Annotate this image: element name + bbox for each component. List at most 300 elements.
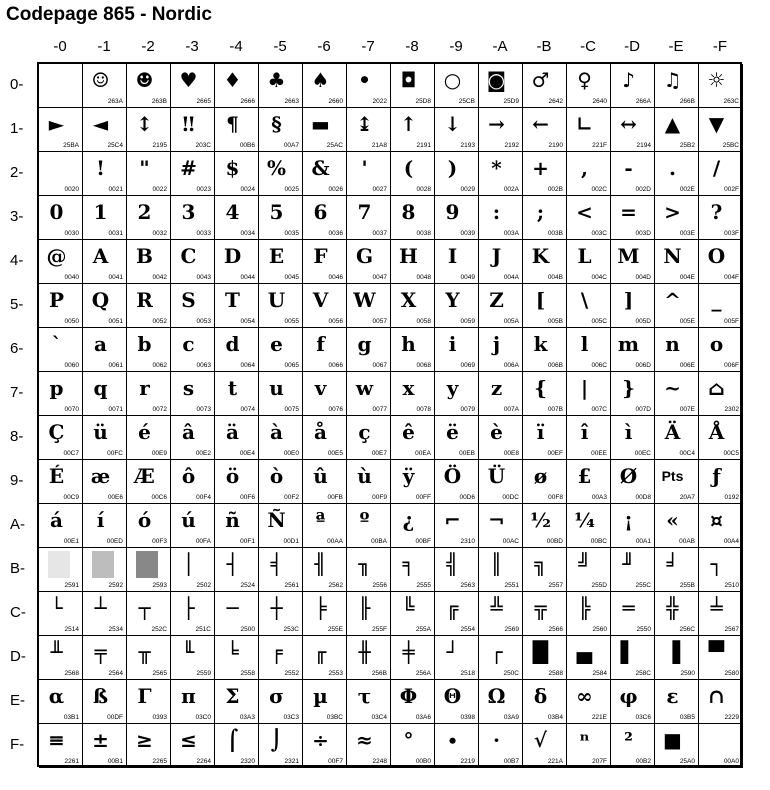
unicode-label: 2510 [724, 582, 739, 589]
unicode-label: 03A3 [239, 714, 255, 721]
char-glyph: F [313, 244, 328, 268]
char-glyph: ↨ [356, 112, 373, 136]
unicode-label: 0058 [416, 318, 431, 325]
unicode-label: 00D6 [459, 494, 475, 501]
char-glyph: ╩ [490, 596, 503, 620]
char-glyph: ∙ [447, 728, 458, 752]
char-cell [611, 592, 655, 636]
char-cell [171, 416, 215, 460]
char-glyph: ñ [225, 508, 240, 532]
char-cell [215, 196, 259, 240]
char-cell [655, 372, 699, 416]
char-glyph: ♀ [577, 68, 592, 92]
unicode-label: 2265 [152, 758, 167, 765]
char-cell [259, 284, 303, 328]
unicode-label: 221E [591, 714, 607, 721]
char-glyph: ├ [182, 596, 195, 620]
column-header: -4 [229, 38, 243, 55]
char-glyph: S [181, 288, 196, 312]
unicode-label: 003F [724, 230, 739, 237]
unicode-label: 00D1 [283, 538, 299, 545]
unicode-label: 002F [724, 186, 739, 193]
char-glyph: Ñ [267, 508, 286, 532]
unicode-label: 0050 [64, 318, 79, 325]
char-glyph: & [311, 156, 330, 180]
char-cell [523, 416, 567, 460]
char-cell [611, 240, 655, 284]
unicode-label: 0042 [152, 274, 167, 281]
unicode-label: 266B [679, 98, 695, 105]
char-cell [391, 372, 435, 416]
char-cell [83, 372, 127, 416]
unicode-label: 2567 [724, 626, 739, 633]
char-glyph: _ [711, 288, 722, 312]
unicode-label: 0049 [460, 274, 475, 281]
unicode-label: 005A [503, 318, 519, 325]
unicode-label: 00B6 [239, 142, 255, 149]
char-glyph: 4 [225, 200, 240, 224]
char-cell [523, 636, 567, 680]
unicode-label: 005E [679, 318, 695, 325]
shade-block [92, 551, 114, 578]
char-cell [171, 724, 215, 768]
column-header: -D [624, 38, 640, 55]
char-cell [171, 284, 215, 328]
unicode-label: 0061 [108, 362, 123, 369]
char-glyph: ◙ [486, 68, 507, 92]
unicode-label: 00A0 [723, 758, 739, 765]
char-glyph: ╔ [446, 596, 459, 620]
unicode-label: 00EE [591, 450, 607, 457]
char-glyph: . [669, 156, 676, 180]
char-glyph: └ [50, 596, 63, 620]
char-cell [171, 64, 215, 108]
char-cell [171, 636, 215, 680]
char-glyph: á [50, 508, 63, 532]
char-cell [127, 636, 171, 680]
char-cell [347, 328, 391, 372]
char-glyph: ⌐ [444, 508, 461, 532]
unicode-label: 25D9 [503, 98, 519, 105]
unicode-label: 00F2 [284, 494, 299, 501]
char-glyph: ( [403, 156, 414, 180]
char-glyph: ╗ [534, 552, 547, 576]
char-cell [655, 240, 699, 284]
unicode-label: 006F [724, 362, 739, 369]
unicode-label: 004E [679, 274, 695, 281]
char-cell [611, 416, 655, 460]
char-cell [611, 284, 655, 328]
unicode-label: 2192 [504, 142, 519, 149]
unicode-label: 007E [679, 406, 695, 413]
char-glyph: ╪ [402, 640, 415, 664]
char-glyph: ♦ [223, 68, 242, 92]
char-glyph: ┘ [446, 640, 459, 664]
column-header: -2 [141, 38, 155, 55]
char-glyph: - [624, 156, 633, 180]
char-cell [479, 416, 523, 460]
char-cell [347, 680, 391, 724]
unicode-label: 0037 [372, 230, 387, 237]
char-cell [523, 152, 567, 196]
unicode-label: 2660 [328, 98, 343, 105]
row-header: 5- [10, 296, 24, 313]
char-cell [303, 284, 347, 328]
char-glyph: ¿ [402, 508, 415, 532]
unicode-label: 0393 [152, 714, 167, 721]
char-cell [655, 548, 699, 592]
unicode-label: 2559 [196, 670, 211, 677]
char-cell [127, 196, 171, 240]
char-cell [699, 284, 743, 328]
unicode-label: 258C [635, 670, 651, 677]
unicode-label: 2588 [548, 670, 563, 677]
unicode-label: 0070 [64, 406, 79, 413]
unicode-label: 0027 [372, 186, 387, 193]
char-glyph: : [492, 200, 501, 224]
char-glyph: { [534, 376, 547, 400]
char-cell [303, 152, 347, 196]
char-cell [259, 636, 303, 680]
unicode-label: 0076 [328, 406, 343, 413]
unicode-label: 2261 [64, 758, 79, 765]
shade-block [48, 551, 70, 578]
unicode-label: 2569 [504, 626, 519, 633]
char-cell [215, 328, 259, 372]
unicode-label: 00E5 [327, 450, 343, 457]
unicode-label: 266A [635, 98, 651, 105]
char-glyph: , [581, 156, 588, 180]
unicode-label: 007D [635, 406, 651, 413]
char-glyph: ┼ [270, 596, 283, 620]
char-cell [127, 680, 171, 724]
char-cell [435, 372, 479, 416]
unicode-label: 2584 [592, 670, 607, 677]
char-cell [435, 196, 479, 240]
char-glyph: Pts [661, 468, 684, 484]
char-glyph: 7 [357, 200, 372, 224]
char-cell [347, 152, 391, 196]
unicode-label: 00DF [107, 714, 123, 721]
char-glyph: ; [536, 200, 545, 224]
char-cell [259, 724, 303, 768]
char-glyph: ┴ [94, 596, 107, 620]
unicode-label: 256B [371, 670, 387, 677]
char-cell [655, 196, 699, 240]
unicode-label: 006D [635, 362, 651, 369]
unicode-label: 2022 [372, 98, 387, 105]
char-glyph: ▲ [664, 112, 681, 136]
unicode-label: 00F1 [240, 538, 255, 545]
char-cell [567, 64, 611, 108]
char-glyph: ù [357, 464, 372, 488]
char-glyph: ╘ [226, 640, 239, 664]
char-cell [171, 592, 215, 636]
column-header: -7 [361, 38, 375, 55]
unicode-label: 2321 [284, 758, 299, 765]
char-glyph: ┌ [490, 640, 503, 664]
unicode-label: 00F7 [328, 758, 343, 765]
char-glyph: % [266, 156, 286, 180]
unicode-label: 255F [372, 626, 387, 633]
unicode-label: 00DC [502, 494, 519, 501]
char-glyph: æ [90, 464, 111, 488]
char-cell [567, 196, 611, 240]
char-cell [479, 372, 523, 416]
unicode-label: 203C [195, 142, 211, 149]
unicode-label: 256A [415, 670, 431, 677]
char-cell [303, 416, 347, 460]
char-glyph: m [617, 332, 640, 356]
char-glyph: u [269, 376, 284, 400]
char-glyph: ⁿ [579, 728, 590, 752]
unicode-label: 03C0 [195, 714, 211, 721]
char-cell [127, 504, 171, 548]
char-glyph: " [139, 156, 150, 180]
char-cell [391, 152, 435, 196]
char-cell [39, 504, 83, 548]
char-glyph: x [402, 376, 415, 400]
char-cell [611, 724, 655, 768]
unicode-label: 25D8 [415, 98, 431, 105]
codepage-grid [37, 62, 742, 767]
char-glyph: [ [535, 288, 546, 312]
unicode-label: 003B [547, 230, 563, 237]
char-glyph: ◘ [400, 68, 417, 92]
char-glyph: à [270, 420, 283, 444]
char-cell [303, 64, 347, 108]
unicode-label: 00B1 [107, 758, 123, 765]
char-glyph: } [622, 376, 635, 400]
char-cell [259, 592, 303, 636]
unicode-label: 2565 [152, 670, 167, 677]
char-glyph: 8 [401, 200, 416, 224]
char-cell [391, 636, 435, 680]
char-cell [83, 592, 127, 636]
unicode-label: 0192 [724, 494, 739, 501]
char-glyph: ▐ [664, 640, 681, 664]
char-cell [127, 592, 171, 636]
unicode-label: 2320 [240, 758, 255, 765]
unicode-label: 25BC [722, 142, 739, 149]
unicode-label: 003D [635, 230, 651, 237]
char-glyph: * [491, 156, 502, 180]
unicode-label: 00C9 [63, 494, 79, 501]
unicode-label: 00C5 [723, 450, 739, 457]
char-glyph: ÷ [312, 728, 329, 752]
char-glyph: ¬ [488, 508, 505, 532]
unicode-label: 00E6 [107, 494, 123, 501]
char-glyph: ∟ [576, 112, 593, 136]
unicode-label: 0078 [416, 406, 431, 413]
char-glyph: ▌ [620, 640, 637, 664]
char-glyph: ° [403, 728, 414, 752]
unicode-label: 2518 [460, 670, 475, 677]
char-glyph: ≤ [180, 728, 197, 752]
char-glyph: ö [225, 464, 240, 488]
char-glyph: G [355, 244, 374, 268]
char-cell [127, 108, 171, 152]
unicode-label: 221A [547, 758, 563, 765]
char-cell [259, 680, 303, 724]
char-cell [523, 548, 567, 592]
char-cell [611, 108, 655, 152]
char-glyph: p [49, 376, 64, 400]
unicode-label: 2563 [460, 582, 475, 589]
char-glyph: ╤ [94, 640, 107, 664]
unicode-label: 255D [591, 582, 607, 589]
char-glyph: ╟ [358, 596, 371, 620]
char-cell [655, 592, 699, 636]
unicode-label: 253C [283, 626, 299, 633]
char-cell [391, 548, 435, 592]
unicode-label: 00AC [502, 538, 519, 545]
char-glyph: Ω [487, 684, 506, 708]
unicode-label: 255C [635, 582, 651, 589]
char-cell [435, 64, 479, 108]
unicode-label: 2194 [636, 142, 651, 149]
char-cell [347, 636, 391, 680]
column-header: -6 [317, 38, 331, 55]
char-cell [259, 64, 303, 108]
char-cell [303, 592, 347, 636]
char-cell [611, 372, 655, 416]
char-cell [435, 724, 479, 768]
char-glyph: # [180, 156, 197, 180]
char-glyph: ó [137, 508, 152, 532]
char-glyph: ê [402, 420, 415, 444]
char-glyph: A [92, 244, 109, 268]
row-headers [0, 63, 38, 768]
char-cell [611, 64, 655, 108]
unicode-label: 03C4 [371, 714, 387, 721]
char-glyph: ▬ [311, 112, 330, 136]
unicode-label: 006B [547, 362, 563, 369]
char-glyph: n [665, 332, 680, 356]
char-cell [215, 416, 259, 460]
char-glyph: ! [96, 156, 105, 180]
char-glyph: z [490, 376, 503, 400]
char-glyph: ♣ [267, 68, 286, 92]
char-cell [83, 108, 127, 152]
char-glyph: X [400, 288, 417, 312]
unicode-label: 2190 [548, 142, 563, 149]
char-glyph: B [136, 244, 153, 268]
char-cell [39, 592, 83, 636]
char-glyph: ╒ [270, 640, 283, 664]
char-glyph: ≡ [48, 728, 65, 752]
unicode-label: 0043 [196, 274, 211, 281]
char-cell [347, 284, 391, 328]
char-cell [479, 108, 523, 152]
char-cell [215, 504, 259, 548]
char-cell [303, 636, 347, 680]
unicode-label: 0034 [240, 230, 255, 237]
unicode-label: 0060 [64, 362, 79, 369]
char-cell [171, 460, 215, 504]
char-cell [435, 328, 479, 372]
page-title: Codepage 865 - Nordic [6, 4, 212, 25]
char-glyph: O [707, 244, 726, 268]
char-glyph: ε [666, 684, 679, 708]
char-cell [655, 108, 699, 152]
char-cell [83, 284, 127, 328]
char-glyph: ÿ [402, 464, 415, 488]
unicode-label: 263B [151, 98, 167, 105]
char-glyph: û [313, 464, 328, 488]
unicode-label: 0041 [108, 274, 123, 281]
row-header: E- [10, 692, 25, 709]
unicode-label: 0054 [240, 318, 255, 325]
char-glyph: δ [533, 684, 548, 708]
unicode-label: 0023 [196, 186, 211, 193]
unicode-label: 20A7 [679, 494, 695, 501]
char-cell [347, 548, 391, 592]
char-cell [171, 504, 215, 548]
char-cell [83, 724, 127, 768]
char-glyph: ╖ [358, 552, 371, 576]
unicode-label: 00BC [590, 538, 607, 545]
char-cell [479, 152, 523, 196]
char-cell [655, 460, 699, 504]
char-cell [567, 548, 611, 592]
char-glyph: τ [357, 684, 372, 708]
char-glyph: Θ [443, 684, 462, 708]
unicode-label: 00E9 [151, 450, 167, 457]
char-cell [215, 548, 259, 592]
unicode-label: 0064 [240, 362, 255, 369]
unicode-label: 00E1 [63, 538, 79, 545]
unicode-label: 0067 [372, 362, 387, 369]
char-cell [435, 636, 479, 680]
unicode-label: 0033 [196, 230, 211, 237]
char-cell [83, 152, 127, 196]
column-header: -9 [449, 38, 463, 55]
unicode-label: 2534 [108, 626, 123, 633]
char-glyph: k [533, 332, 548, 356]
char-cell [391, 724, 435, 768]
char-cell [435, 108, 479, 152]
unicode-label: 263C [723, 98, 739, 105]
column-header: -F [712, 38, 728, 55]
unicode-label: 0021 [108, 186, 123, 193]
unicode-label: 2562 [328, 582, 343, 589]
char-glyph: Σ [225, 684, 240, 708]
char-cell [523, 680, 567, 724]
unicode-label: 0039 [460, 230, 475, 237]
char-cell [83, 240, 127, 284]
char-cell [479, 460, 523, 504]
char-glyph: ï [536, 420, 545, 444]
char-cell [83, 328, 127, 372]
unicode-label: 004D [635, 274, 651, 281]
char-cell [259, 460, 303, 504]
unicode-label: 2550 [636, 626, 651, 633]
unicode-label: 0053 [196, 318, 211, 325]
char-glyph: e [270, 332, 283, 356]
char-cell [171, 680, 215, 724]
char-glyph: √ [533, 728, 548, 752]
char-glyph: ╛ [666, 552, 679, 576]
unicode-label: 0069 [460, 362, 475, 369]
char-cell [303, 108, 347, 152]
unicode-label: 2229 [724, 714, 739, 721]
char-glyph: j [492, 332, 501, 356]
unicode-label: 00EA [415, 450, 431, 457]
unicode-label: 007C [591, 406, 607, 413]
char-glyph: ╧ [710, 596, 723, 620]
unicode-label: 2191 [416, 142, 431, 149]
